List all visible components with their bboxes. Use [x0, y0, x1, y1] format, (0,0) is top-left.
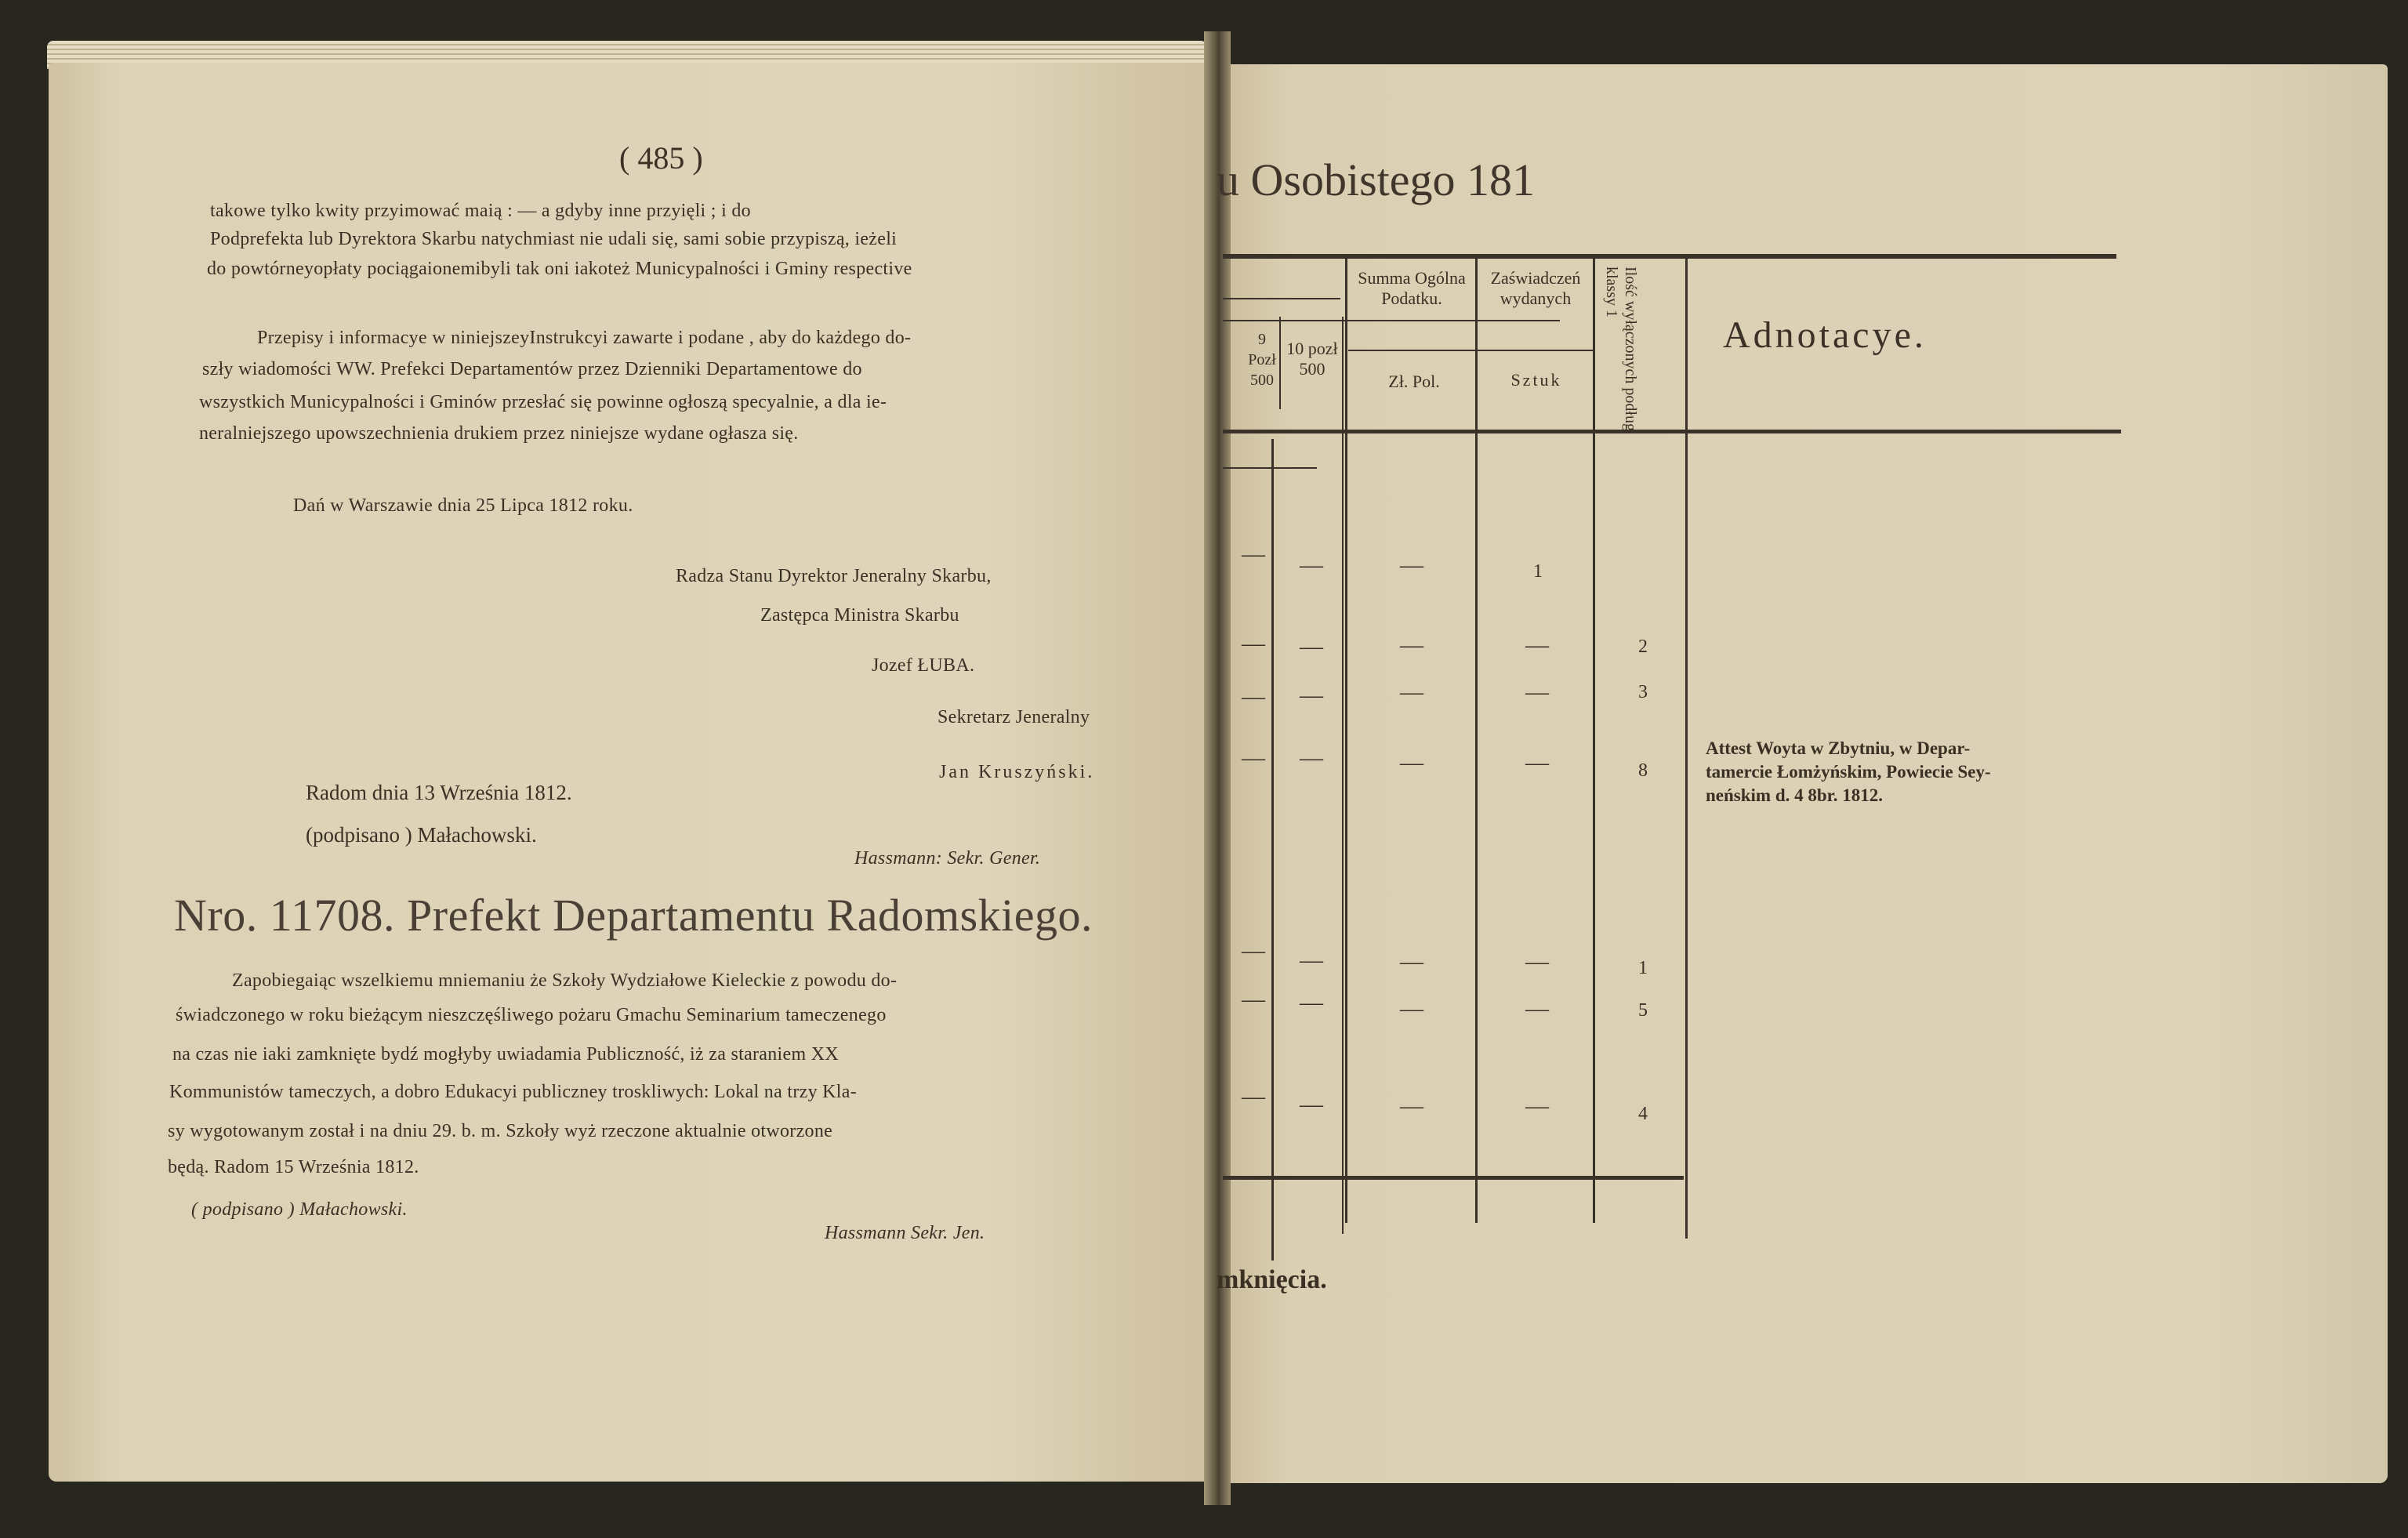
row3-c4: —	[1525, 679, 1549, 705]
row7-c4: —	[1525, 1093, 1549, 1119]
col-rule-6	[1685, 259, 1688, 1239]
row3-c2: —	[1300, 682, 1323, 708]
header-bottom-rule	[1223, 430, 2121, 433]
para2-line4: neralniejszego upowszechnienia drukiem przez niniejsze wydane ogłasza się.	[199, 423, 799, 444]
col-10-header: 10 pozł 500	[1286, 339, 1338, 379]
page-number: ( 485 )	[619, 140, 703, 176]
row2-c2: —	[1300, 633, 1323, 659]
col-zl-header: Zł. Pol.	[1388, 372, 1440, 391]
row5-value: 1	[1638, 958, 1648, 978]
sub-rule-3	[1348, 350, 1593, 351]
row3-c1: —	[1242, 684, 1265, 709]
row4-c4: —	[1525, 749, 1549, 775]
para3-line2: świadczonego w roku bieżącym nieszczęśliwego pożaru Gmachu Seminarium tameczenego	[176, 1005, 887, 1025]
para2-line2: szły wiadomości WW. Prefekci Departamentów przez Dzienniki Departamentowe do	[202, 359, 862, 379]
row3-c3: —	[1400, 679, 1423, 705]
signed-line1: (podpisano ) Małachowski.	[306, 823, 537, 847]
secretary-name: Jan Kruszyński.	[939, 762, 1095, 782]
row7-c1: —	[1242, 1083, 1265, 1109]
sub-rule-2	[1223, 320, 1560, 321]
dated-line: Dań w Warszawie dnia 25 Lipca 1812 roku.	[293, 495, 633, 516]
col-rule-4	[1475, 259, 1478, 1223]
hassmann-line2: Hassmann Sekr. Jen.	[825, 1223, 985, 1243]
para3-line4: Kommunistów tameczych, a dobro Edukacyi publiczney troskliwych: Lokal na trzy Kla-	[169, 1082, 858, 1102]
signatory-name: Jozef ŁUBA.	[872, 655, 975, 676]
col-rule-5	[1593, 259, 1595, 1223]
row1-value: 1	[1533, 561, 1543, 582]
sub-rule-4	[1223, 467, 1317, 469]
para2-line3: wszystkich Municypalności i Gminów przesłać się powinne ogłoszą specyalnie, a dla ie-	[199, 392, 887, 412]
radom-date: Radom dnia 13 Września 1812.	[306, 781, 572, 804]
secretary-title: Sekretarz Jeneralny	[937, 707, 1090, 727]
row7-c2: —	[1300, 1091, 1323, 1117]
col-zaswiad-header: Zaświadczeń wydanych	[1490, 268, 1581, 308]
para3-line3: na czas nie iaki zamknięte bydź mogłyby uwiadamia Publiczność, iż za staraniem XX	[172, 1044, 840, 1065]
row1-c1: —	[1242, 541, 1265, 567]
signed-line2: ( podpisano ) Małachowski.	[191, 1199, 408, 1220]
para1-line3: do powtórneyopłaty pociągaionemibyli tak oni iakoteż Municypalności i Gminy respective	[207, 259, 912, 279]
row7-value: 4	[1638, 1104, 1648, 1124]
row3-value: 3	[1638, 682, 1648, 702]
right-page-title: u Osobistego 181	[1217, 154, 1535, 205]
col-9-header: 9 Pozł 500	[1248, 331, 1276, 389]
row4-c1: —	[1242, 745, 1265, 771]
signatory-title2: Zastępca Ministra Skarbu	[760, 605, 959, 626]
col-rule-3	[1345, 259, 1347, 1223]
col-rule-2	[1342, 317, 1344, 1234]
signatory-title1: Radza Stanu Dyrektor Jeneralny Skarbu,	[676, 566, 992, 586]
row5-c3: —	[1400, 949, 1423, 974]
row1-c2: —	[1300, 552, 1323, 578]
sub-rule-1	[1223, 298, 1340, 299]
annotation-line3: neńskim d. 4 8br. 1812.	[1706, 785, 1884, 805]
row5-c1: —	[1242, 938, 1265, 963]
table-top-rule	[1223, 254, 2116, 259]
row6-c4: —	[1525, 996, 1549, 1021]
col-sztuk-header: Sztuk	[1510, 370, 1562, 390]
para2-line1: Przepisy i informacye w niniejszeyInstrukcyi zawarte i podane , aby do każdego do-	[257, 328, 912, 348]
row6-value: 5	[1638, 1000, 1648, 1021]
col-rule-1h	[1279, 317, 1281, 409]
col-summa-header: Summa Ogólna Podatku.	[1358, 268, 1466, 308]
table-bottom-rule	[1223, 1176, 1684, 1180]
annotation-line2: tamercie Łomżyńskim, Powiecie Sey-	[1706, 762, 1991, 782]
para1-line1: takowe tylko kwity przyimować maią : — a gdyby inne przyięli ; i do	[210, 201, 751, 221]
row2-value: 2	[1638, 637, 1648, 657]
row1-c3: —	[1400, 552, 1423, 578]
row6-c3: —	[1400, 996, 1423, 1021]
row6-c2: —	[1300, 989, 1323, 1015]
col-rule-1	[1271, 439, 1274, 1261]
footer-fragment: mknięcia.	[1217, 1265, 1327, 1294]
hassmann-line1: Hassmann: Sekr. Gener.	[854, 848, 1041, 869]
row6-c1: —	[1242, 986, 1265, 1012]
para3-line1: Zapobiegaiąc wszelkiemu mniemaniu że Szkoły Wydziałowe Kieleckie z powodu do-	[232, 970, 898, 991]
row2-c1: —	[1242, 630, 1265, 656]
row4-c3: —	[1400, 749, 1423, 775]
row2-c4: —	[1525, 632, 1549, 658]
col-adnotacye-header: Adnotacye.	[1723, 314, 1927, 356]
para1-line2: Podprefekta lub Dyrektora Skarbu natychmiast nie udali się, sami sobie przypiszą, ieżeli	[210, 229, 898, 249]
row2-c3: —	[1400, 632, 1423, 658]
section-heading: Nro. 11708. Prefekt Departamentu Radomskiego.	[174, 890, 1093, 941]
row4-c2: —	[1300, 745, 1323, 771]
row4-value: 8	[1638, 760, 1648, 781]
col-ilosc-header: Ilość wyłączonych podług klassy 1	[1603, 267, 1639, 431]
para3-line6: będą. Radom 15 Września 1812.	[168, 1157, 419, 1177]
row5-c4: —	[1525, 949, 1549, 974]
row5-c2: —	[1300, 947, 1323, 973]
para3-line5: sy wygotowanym został i na dniu 29. b. m. Szkoły wyż rzeczone aktualnie otworzone	[168, 1121, 833, 1141]
annotation-line1: Attest Woyta w Zbytniu, w Depar-	[1706, 738, 1971, 758]
row7-c3: —	[1400, 1093, 1423, 1119]
